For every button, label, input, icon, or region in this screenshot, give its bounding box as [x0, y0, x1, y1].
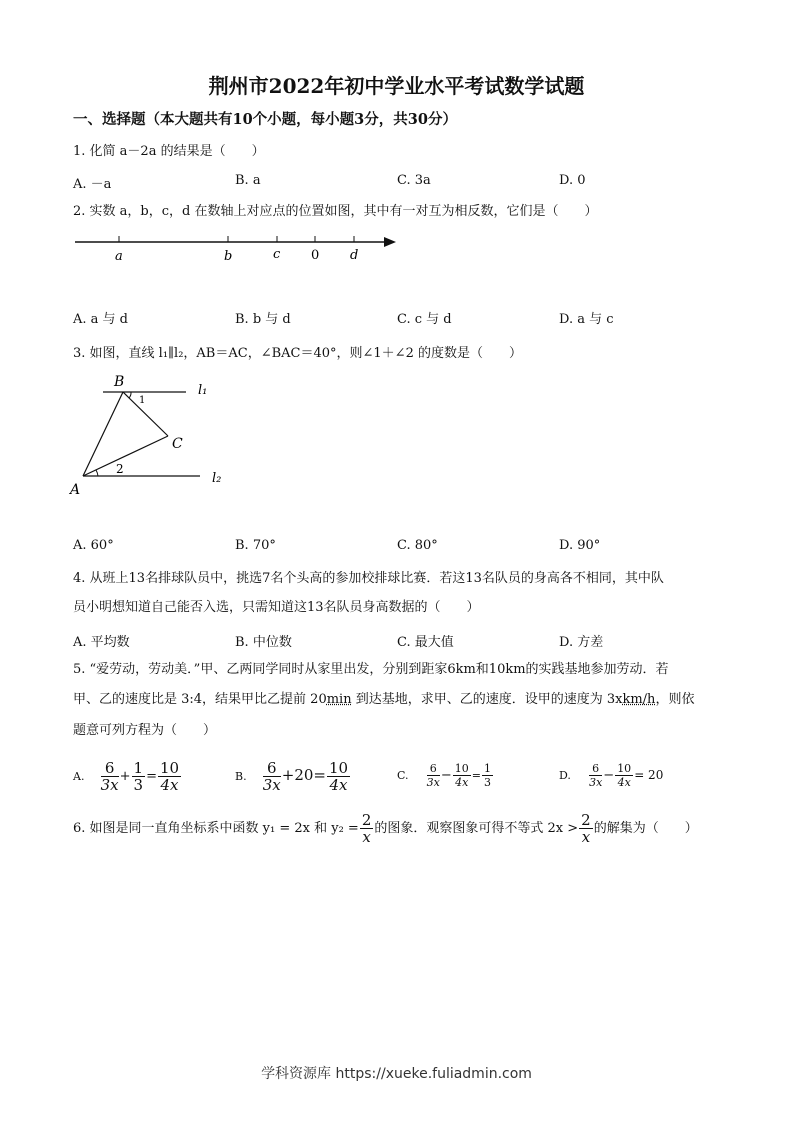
question-4-option-c: C. 最大值 — [397, 635, 454, 650]
question-2-option-d: D. a 与 c — [559, 312, 614, 327]
question-4-option-a: A. 平均数 — [73, 635, 130, 650]
question-5-option-b: B. $\frac{6}{3x}$ +20= $\frac{10}{4x}$ — [235, 759, 349, 794]
axis-label-b: b — [224, 249, 233, 264]
label-angle-2: 2 — [116, 462, 124, 476]
question-5-option-c: C. $\frac{6}{3x}$ − $\frac{10}{4x}$ = $\frac{1}{3}$ — [397, 762, 491, 789]
angle-2-arc — [96, 470, 98, 476]
question-3-option-d: D. 90° — [559, 538, 601, 553]
segment-ac — [83, 436, 168, 476]
question-1-stem: 1. 化简 a－2a 的结果是（ ） — [73, 144, 265, 159]
question-5-option-d: D. $\frac{6}{3x}$ − $\frac{10}{4x}$ = 20 — [559, 762, 664, 789]
question-1-option-a: A. －a — [73, 177, 112, 192]
label-c: C — [172, 436, 183, 452]
segment-bc — [123, 392, 168, 436]
question-3-stem: 3. 如图，直线 l₁∥l₂，AB＝AC，∠BAC＝40°，则∠1＋∠2 的度数是（ ） — [73, 346, 522, 361]
question-2-option-b: B. b 与 d — [235, 312, 291, 327]
triangle-parallel-lines-figure — [68, 370, 238, 500]
label-l2: l₂ — [212, 471, 222, 486]
label-angle-1: 1 — [139, 395, 146, 406]
question-2-option-a: A. a 与 d — [73, 312, 128, 327]
axis-label-a: a — [115, 249, 123, 264]
question-1-option-c: C. 3a — [397, 173, 431, 188]
question-4-option-d: D. 方差 — [559, 635, 604, 650]
question-2-option-c: C. c 与 d — [397, 312, 452, 327]
label-l1: l₁ — [198, 383, 208, 398]
question-3-option-c: C. 80° — [397, 538, 438, 553]
axis-label-d: d — [350, 248, 359, 263]
axis-label-c: c — [273, 247, 281, 262]
question-1-option-d: D. 0 — [559, 173, 586, 188]
label-a: A — [70, 482, 81, 498]
question-4-option-b: B. 中位数 — [235, 635, 292, 650]
label-b: B — [114, 374, 125, 390]
angle-1-arc — [129, 392, 131, 398]
question-4-stem-line-1: 4. 从班上13名排球队员中，挑选7名个头高的参加校排球比赛．若这13名队员的身高各不相同，其中队 — [73, 571, 664, 586]
question-5-stem-line-3: 题意可列方程为（ ） — [73, 723, 217, 738]
question-5-stem-line-2: 甲、乙的速度比是 3:4，结果甲比乙提前 20min 到达基地，求甲、乙的速度．设甲的速度为 3xkm/h，则依 — [73, 692, 695, 707]
question-5-stem-line-1: 5. “爱劳动，劳动美．”甲、乙两同学同时从家里出发，分别到距家6km和10km的实践基地参加劳动．若 — [73, 662, 669, 677]
question-4-stem-line-2: 员小明想知道自己能否入选，只需知道这13名队员身高数据的（ ） — [73, 600, 480, 615]
footer-watermark: 学科资源库 https://xueke.fuliadmin.com — [261, 1066, 532, 1082]
question-1-option-b: B. a — [235, 173, 261, 188]
question-3-option-b: B. 70° — [235, 538, 276, 553]
question-6-stem: 6. 如图是同一直角坐标系中函数 y₁ = 2x 和 y₂ = $\frac{2}{x}$ 的图象．观察图象可得不等式 2x > $\frac{2}{x}$ 的解集为（ ） — [73, 811, 698, 846]
number-line-figure — [70, 230, 410, 270]
question-3-option-a: A. 60° — [73, 538, 114, 553]
axis-label-zero: 0 — [311, 248, 320, 263]
page-title: 荆州市2022年初中学业水平考试数学试题 — [208, 74, 585, 98]
question-5-option-a: A. $\frac{6}{3x}$ + $\frac{1}{3}$ = $\frac{10}{4x}$ — [73, 759, 180, 794]
section-heading: 一、选择题（本大题共有10个小题，每小题3分，共30分） — [73, 111, 457, 128]
number-line-arrow — [384, 237, 396, 247]
question-2-stem: 2. 实数 a，b，c，d 在数轴上对应点的位置如图，其中有一对互为相反数，它们是（ ） — [73, 204, 598, 219]
